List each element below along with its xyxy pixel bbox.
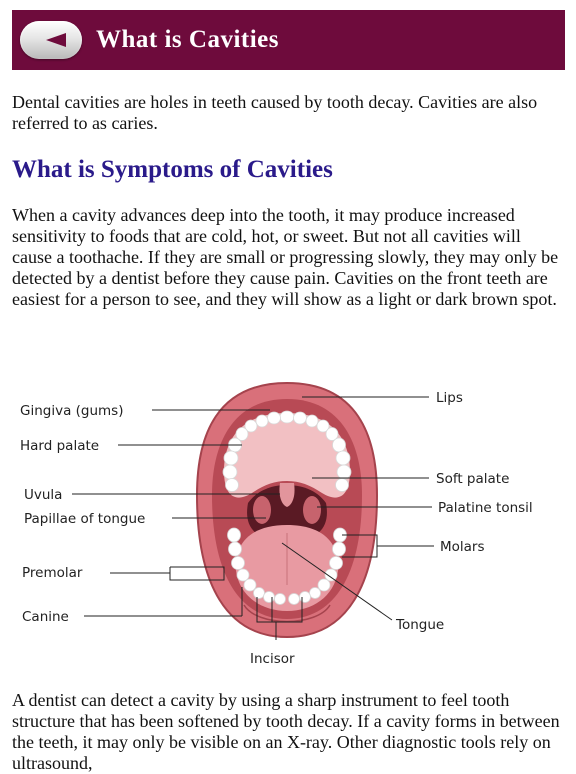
- label-lips: Lips: [436, 390, 463, 406]
- label-hard-palate: Hard palate: [20, 438, 100, 454]
- back-arrow-icon: [46, 31, 66, 49]
- page-title: What is Cavities: [96, 26, 279, 53]
- tonsil-left: [253, 496, 271, 524]
- symptoms-heading: What is Symptoms of Cavities: [12, 156, 333, 183]
- label-tongue: Tongue: [396, 617, 445, 633]
- back-button[interactable]: [20, 21, 82, 59]
- symptoms-paragraph: When a cavity advances deep into the tooth, it may produce increased sensitivity to foods that are cold, hot, or sweet. But not all cavities will cause a toothache. If they are small or progressing slowly, they may only be detected by a dentist before they cause pain. Cavities on the front teeth are easiest for a person to see, and they will show as a light or dark brown spot.: [12, 205, 559, 309]
- title-bar: [12, 10, 565, 70]
- detection-paragraph: A dentist can detect a cavity by using a sharp instrument to feel tooth structure that has been softened by tooth decay. If a cavity forms in between the teeth, it may only be visible on an X-ray. Other diagnostic tools rely on ultrasound,: [12, 690, 560, 773]
- label-molars: Molars: [440, 539, 485, 555]
- intro-paragraph: Dental cavities are holes in teeth caused by tooth decay. Cavities are also referred to as caries.: [12, 92, 538, 133]
- mouth-diagram: [12, 375, 565, 675]
- label-incisor: Incisor: [250, 651, 295, 667]
- label-premolar: Premolar: [22, 565, 83, 581]
- label-soft-palate: Soft palate: [436, 471, 510, 487]
- tonsil-right: [303, 496, 321, 524]
- label-canine: Canine: [22, 609, 69, 625]
- label-palatine-tonsil: Palatine tonsil: [438, 500, 533, 516]
- label-papillae: Papillae of tongue: [24, 511, 146, 527]
- label-uvula: Uvula: [24, 487, 63, 503]
- label-gingiva: Gingiva (gums): [20, 403, 124, 419]
